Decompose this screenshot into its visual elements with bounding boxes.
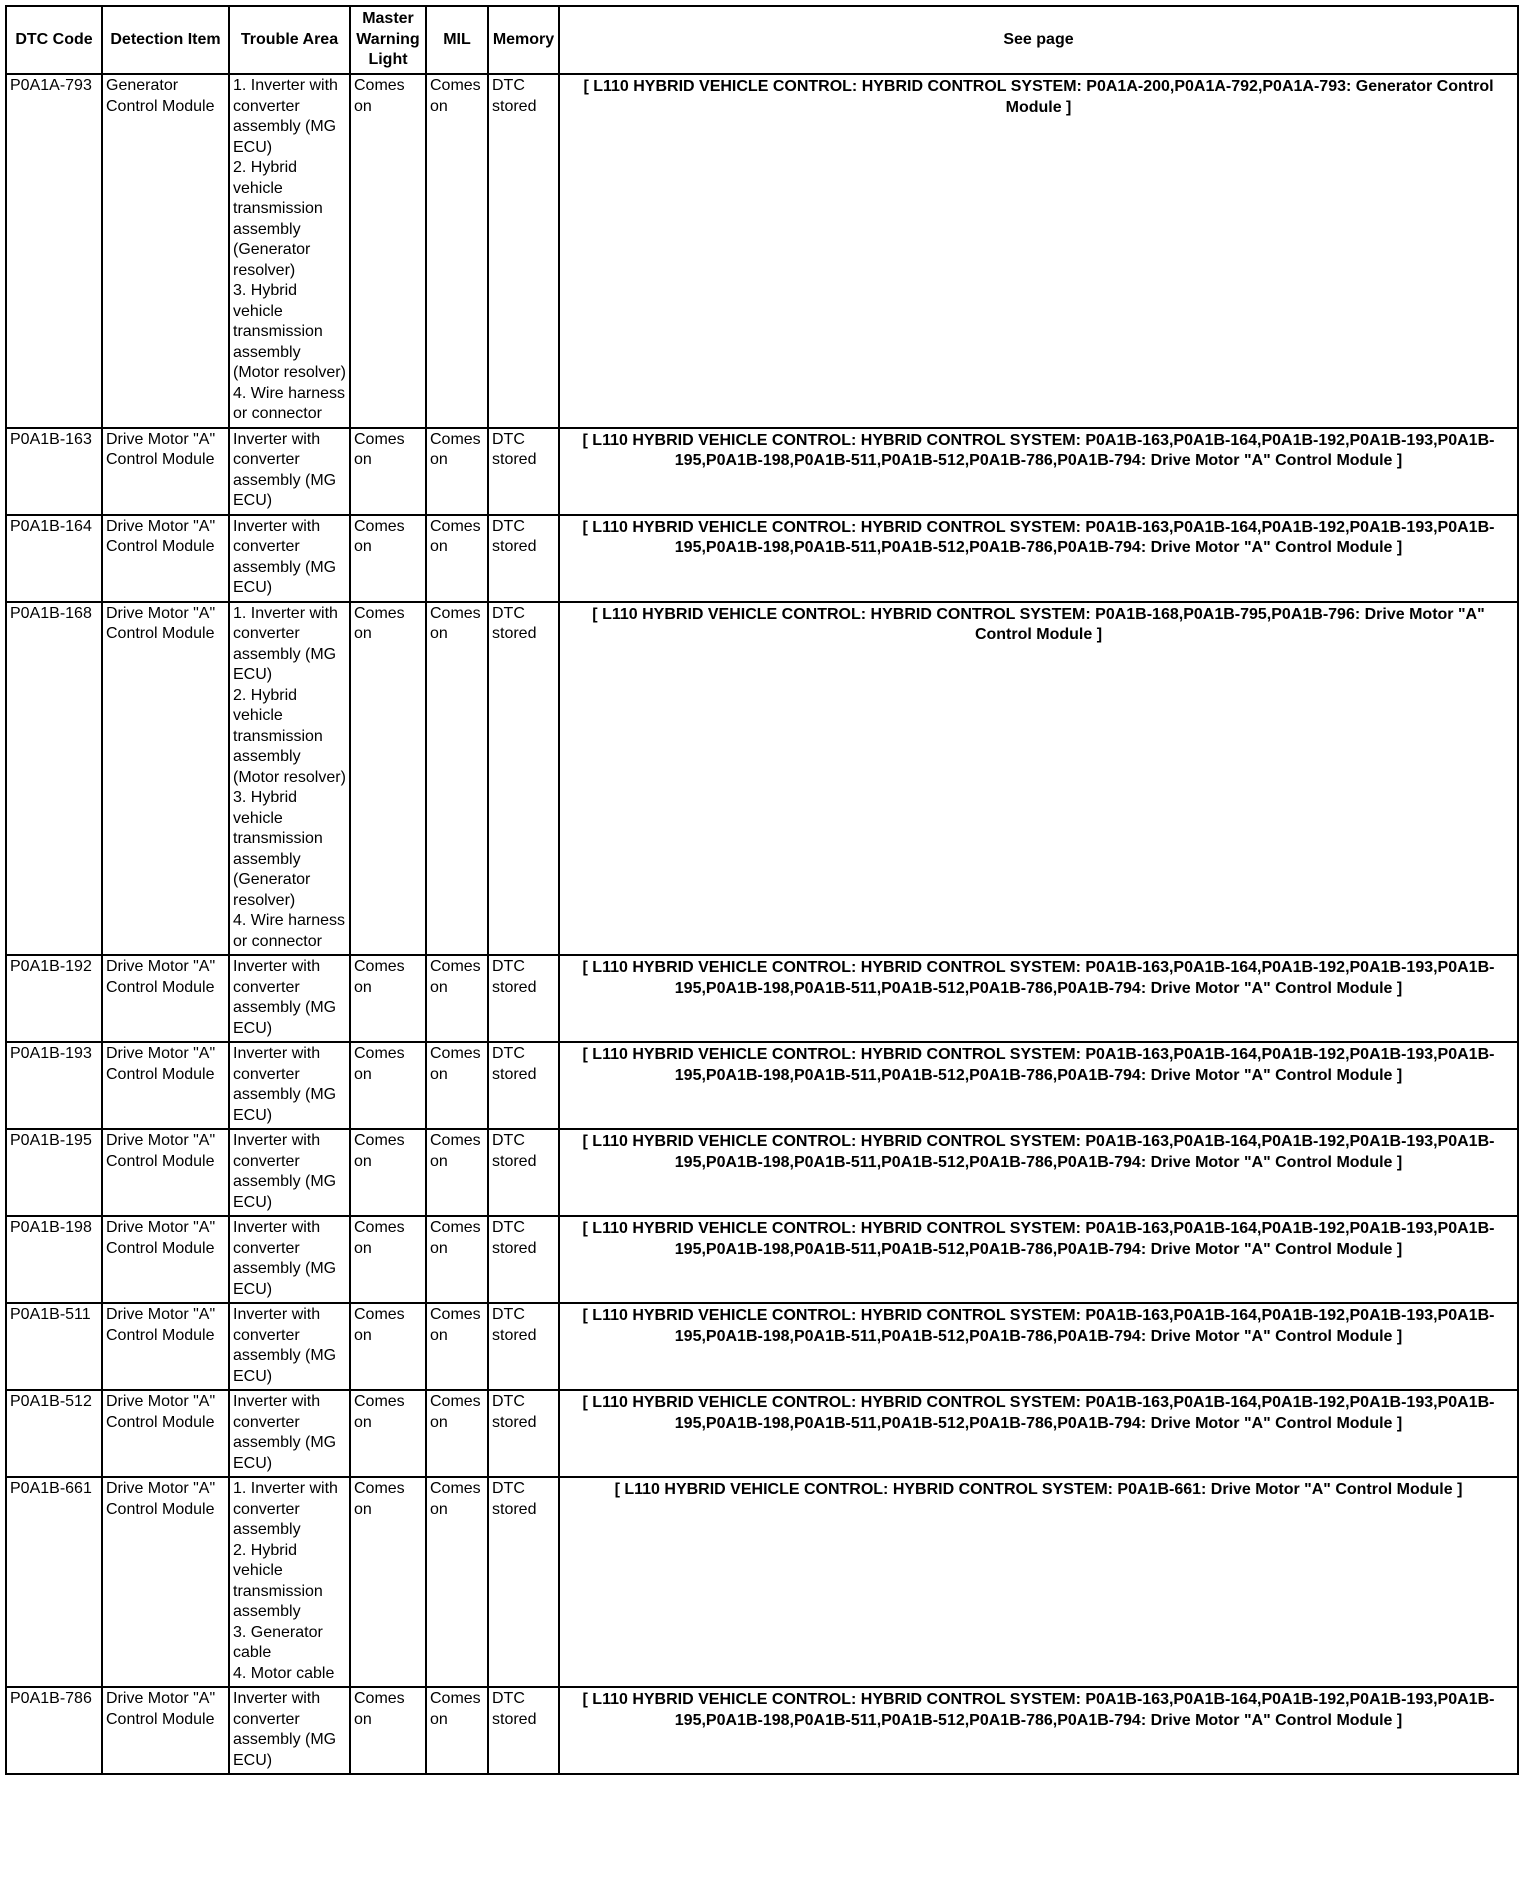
see-page-link[interactable]: [ L110 HYBRID VEHICLE CONTROL: HYBRID CONTROL SYSTEM: P0A1A-200,P0A1A-792,P0A1A-793: Generator Control Module ]: [559, 74, 1518, 428]
trouble-area-item: Inverter with converter assembly (MG ECU): [233, 1045, 337, 1124]
mil-cell: Comes on: [426, 1303, 488, 1390]
master-warning-light-cell: Comes on: [350, 602, 426, 956]
table-row: [6, 1129, 1518, 1216]
trouble-area-cell: [229, 515, 350, 602]
master-warning-light-cell: Comes on: [350, 1216, 426, 1303]
mil-cell: Comes on: [426, 1390, 488, 1477]
trouble-area-item: 4. Motor cable: [233, 1664, 335, 1682]
detection-item-cell: Drive Motor "A" Control Module: [102, 1687, 229, 1774]
trouble-area-item: 4. Wire harness or connector: [233, 912, 346, 950]
detection-item-cell: Drive Motor "A" Control Module: [102, 428, 229, 515]
mil-cell: Comes on: [426, 1687, 488, 1774]
table-row: [6, 1477, 1518, 1687]
trouble-area-cell: [229, 1477, 350, 1687]
header-detection-item: Detection Item: [102, 6, 229, 74]
trouble-area-cell: [229, 1129, 350, 1216]
memory-cell: DTC stored: [488, 1687, 559, 1774]
trouble-area-cell: [229, 1303, 350, 1390]
table-row: [6, 74, 1518, 428]
trouble-area-item: 3. Hybrid vehicle transmission assembly (Generator resolver): [233, 789, 323, 909]
see-page-link[interactable]: [ L110 HYBRID VEHICLE CONTROL: HYBRID CONTROL SYSTEM: P0A1B-163,P0A1B-164,P0A1B-192,P0A1B-193,P0A1B-195,P0A1B-198,P0A1B-511,P0A1B-512,P0A1B-786,P0A1B-794: Drive Motor "A" Control Module ]: [559, 1042, 1518, 1129]
memory-cell: DTC stored: [488, 602, 559, 956]
dtc-code-cell: P0A1A-793: [6, 74, 102, 428]
detection-item-cell: Drive Motor "A" Control Module: [102, 1129, 229, 1216]
trouble-area-cell: [229, 1390, 350, 1477]
detection-item-cell: Drive Motor "A" Control Module: [102, 1216, 229, 1303]
trouble-area-item: Inverter with converter assembly (MG ECU): [233, 1219, 337, 1298]
trouble-area-item: Inverter with converter assembly (MG ECU): [233, 517, 337, 596]
detection-item-cell: Drive Motor "A" Control Module: [102, 1303, 229, 1390]
table-row: [6, 515, 1518, 602]
dtc-code-cell: P0A1B-164: [6, 515, 102, 602]
header-trouble-area: Trouble Area: [229, 6, 350, 74]
dtc-code-cell: P0A1B-163: [6, 428, 102, 515]
detection-item-cell: Drive Motor "A" Control Module: [102, 1042, 229, 1129]
memory-cell: DTC stored: [488, 955, 559, 1042]
header-mil: MIL: [426, 6, 488, 74]
trouble-area-item: 3. Generator cable: [233, 1623, 323, 1661]
detection-item-cell: Generator Control Module: [102, 74, 229, 428]
trouble-area-item: 1. Inverter with converter assembly: [233, 1480, 338, 1538]
mil-cell: Comes on: [426, 515, 488, 602]
trouble-area-cell: [229, 955, 350, 1042]
memory-cell: DTC stored: [488, 1216, 559, 1303]
see-page-link[interactable]: [ L110 HYBRID VEHICLE CONTROL: HYBRID CONTROL SYSTEM: P0A1B-168,P0A1B-795,P0A1B-796: Drive Motor "A" Control Module ]: [559, 602, 1518, 956]
master-warning-light-cell: Comes on: [350, 428, 426, 515]
trouble-area-item: Inverter with converter assembly (MG ECU): [233, 1690, 337, 1769]
trouble-area-item: 3. Hybrid vehicle transmission assembly (Motor resolver): [233, 282, 346, 381]
dtc-code-cell: P0A1B-193: [6, 1042, 102, 1129]
trouble-area-item: 2. Hybrid vehicle transmission assembly (Motor resolver): [233, 686, 346, 786]
detection-item-cell: Drive Motor "A" Control Module: [102, 1390, 229, 1477]
see-page-link[interactable]: [ L110 HYBRID VEHICLE CONTROL: HYBRID CONTROL SYSTEM: P0A1B-661: Drive Motor "A" Control Module ]: [559, 1477, 1518, 1687]
see-page-link[interactable]: [ L110 HYBRID VEHICLE CONTROL: HYBRID CONTROL SYSTEM: P0A1B-163,P0A1B-164,P0A1B-192,P0A1B-193,P0A1B-195,P0A1B-198,P0A1B-511,P0A1B-512,P0A1B-786,P0A1B-794: Drive Motor "A" Control Module ]: [559, 1129, 1518, 1216]
master-warning-light-cell: Comes on: [350, 1477, 426, 1687]
trouble-area-cell: [229, 1042, 350, 1129]
see-page-link[interactable]: [ L110 HYBRID VEHICLE CONTROL: HYBRID CONTROL SYSTEM: P0A1B-163,P0A1B-164,P0A1B-192,P0A1B-193,P0A1B-195,P0A1B-198,P0A1B-511,P0A1B-512,P0A1B-786,P0A1B-794: Drive Motor "A" Control Module ]: [559, 515, 1518, 602]
trouble-area-item: 1. Inverter with converter assembly (MG ECU): [233, 604, 338, 683]
trouble-area-item: 4. Wire harness or connector: [233, 384, 346, 422]
see-page-link[interactable]: [ L110 HYBRID VEHICLE CONTROL: HYBRID CONTROL SYSTEM: P0A1B-163,P0A1B-164,P0A1B-192,P0A1B-193,P0A1B-195,P0A1B-198,P0A1B-511,P0A1B-512,P0A1B-786,P0A1B-794: Drive Motor "A" Control Module ]: [559, 1390, 1518, 1477]
trouble-area-cell: [229, 1216, 350, 1303]
header-master-warning-light: Master Warning Light: [350, 6, 426, 74]
header-see-page: See page: [559, 6, 1518, 74]
table-row: [6, 1042, 1518, 1129]
dtc-code-cell: P0A1B-661: [6, 1477, 102, 1687]
dtc-code-cell: P0A1B-198: [6, 1216, 102, 1303]
dtc-table: [5, 5, 1519, 1775]
memory-cell: DTC stored: [488, 1477, 559, 1687]
trouble-area-item: Inverter with converter assembly (MG ECU): [233, 1306, 337, 1385]
see-page-link[interactable]: [ L110 HYBRID VEHICLE CONTROL: HYBRID CONTROL SYSTEM: P0A1B-163,P0A1B-164,P0A1B-192,P0A1B-193,P0A1B-195,P0A1B-198,P0A1B-511,P0A1B-512,P0A1B-786,P0A1B-794: Drive Motor "A" Control Module ]: [559, 428, 1518, 515]
master-warning-light-cell: Comes on: [350, 1390, 426, 1477]
memory-cell: DTC stored: [488, 428, 559, 515]
table-row: [6, 1390, 1518, 1477]
table-body: [6, 74, 1518, 1774]
trouble-area-item: Inverter with converter assembly (MG ECU): [233, 1393, 337, 1472]
table-row: [6, 1216, 1518, 1303]
dtc-code-cell: P0A1B-786: [6, 1687, 102, 1774]
master-warning-light-cell: Comes on: [350, 1042, 426, 1129]
memory-cell: DTC stored: [488, 515, 559, 602]
trouble-area-item: 1. Inverter with converter assembly (MG ECU): [233, 77, 338, 156]
dtc-code-cell: P0A1B-195: [6, 1129, 102, 1216]
master-warning-light-cell: Comes on: [350, 1129, 426, 1216]
mil-cell: Comes on: [426, 602, 488, 956]
memory-cell: DTC stored: [488, 1042, 559, 1129]
detection-item-cell: Drive Motor "A" Control Module: [102, 1477, 229, 1687]
master-warning-light-cell: Comes on: [350, 1687, 426, 1774]
table-row: [6, 602, 1518, 956]
detection-item-cell: Drive Motor "A" Control Module: [102, 602, 229, 956]
header-dtc-code: DTC Code: [6, 6, 102, 74]
mil-cell: Comes on: [426, 74, 488, 428]
trouble-area-item: Inverter with converter assembly (MG ECU): [233, 1132, 337, 1211]
trouble-area-cell: [229, 74, 350, 428]
master-warning-light-cell: Comes on: [350, 74, 426, 428]
mil-cell: Comes on: [426, 955, 488, 1042]
memory-cell: DTC stored: [488, 1129, 559, 1216]
trouble-area-item: 2. Hybrid vehicle transmission assembly: [233, 1541, 323, 1620]
dtc-code-cell: P0A1B-512: [6, 1390, 102, 1477]
master-warning-light-cell: Comes on: [350, 1303, 426, 1390]
table-row: [6, 1687, 1518, 1774]
mil-cell: Comes on: [426, 428, 488, 515]
trouble-area-item: 2. Hybrid vehicle transmission assembly (Generator resolver): [233, 159, 323, 279]
table-header: [6, 6, 1518, 74]
trouble-area-cell: [229, 428, 350, 515]
header-row: [6, 6, 1518, 74]
dtc-code-cell: P0A1B-168: [6, 602, 102, 956]
trouble-area-cell: [229, 1687, 350, 1774]
see-page-link[interactable]: [ L110 HYBRID VEHICLE CONTROL: HYBRID CONTROL SYSTEM: P0A1B-163,P0A1B-164,P0A1B-192,P0A1B-193,P0A1B-195,P0A1B-198,P0A1B-511,P0A1B-512,P0A1B-786,P0A1B-794: Drive Motor "A" Control Module ]: [559, 1216, 1518, 1303]
see-page-link[interactable]: [ L110 HYBRID VEHICLE CONTROL: HYBRID CONTROL SYSTEM: P0A1B-163,P0A1B-164,P0A1B-192,P0A1B-193,P0A1B-195,P0A1B-198,P0A1B-511,P0A1B-512,P0A1B-786,P0A1B-794: Drive Motor "A" Control Module ]: [559, 1303, 1518, 1390]
detection-item-cell: Drive Motor "A" Control Module: [102, 955, 229, 1042]
mil-cell: Comes on: [426, 1042, 488, 1129]
memory-cell: DTC stored: [488, 1303, 559, 1390]
memory-cell: DTC stored: [488, 74, 559, 428]
see-page-link[interactable]: [ L110 HYBRID VEHICLE CONTROL: HYBRID CONTROL SYSTEM: P0A1B-163,P0A1B-164,P0A1B-192,P0A1B-193,P0A1B-195,P0A1B-198,P0A1B-511,P0A1B-512,P0A1B-786,P0A1B-794: Drive Motor "A" Control Module ]: [559, 1687, 1518, 1774]
trouble-area-item: Inverter with converter assembly (MG ECU): [233, 430, 337, 509]
mil-cell: Comes on: [426, 1216, 488, 1303]
table-row: [6, 955, 1518, 1042]
trouble-area-item: Inverter with converter assembly (MG ECU): [233, 958, 337, 1037]
dtc-code-cell: P0A1B-511: [6, 1303, 102, 1390]
detection-item-cell: Drive Motor "A" Control Module: [102, 515, 229, 602]
master-warning-light-cell: Comes on: [350, 955, 426, 1042]
mil-cell: Comes on: [426, 1477, 488, 1687]
mil-cell: Comes on: [426, 1129, 488, 1216]
table-row: [6, 428, 1518, 515]
see-page-link[interactable]: [ L110 HYBRID VEHICLE CONTROL: HYBRID CONTROL SYSTEM: P0A1B-163,P0A1B-164,P0A1B-192,P0A1B-193,P0A1B-195,P0A1B-198,P0A1B-511,P0A1B-512,P0A1B-786,P0A1B-794: Drive Motor "A" Control Module ]: [559, 955, 1518, 1042]
dtc-code-cell: P0A1B-192: [6, 955, 102, 1042]
master-warning-light-cell: Comes on: [350, 515, 426, 602]
table-row: [6, 1303, 1518, 1390]
memory-cell: DTC stored: [488, 1390, 559, 1477]
trouble-area-cell: [229, 602, 350, 956]
header-memory: Memory: [488, 6, 559, 74]
